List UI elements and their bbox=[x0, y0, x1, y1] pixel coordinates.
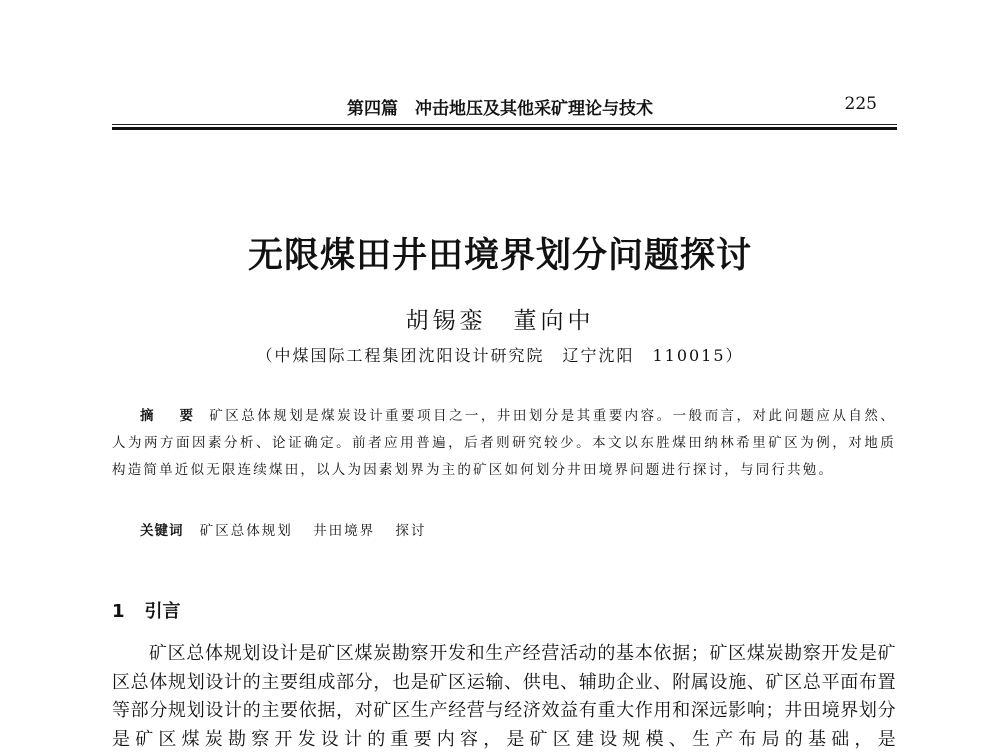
running-header-section: 第四篇 冲击地压及其他采矿理论与技术 bbox=[347, 99, 653, 119]
paper-authors: 胡锡銮 董向中 bbox=[405, 308, 595, 334]
section-number: 1 bbox=[112, 601, 125, 622]
keyword-item: 矿区总体规划 bbox=[199, 523, 293, 539]
abstract-text: 矿区总体规划是煤炭设计重要项目之一，井田划分是其重要内容。一般而言，对此问题应从自然、人为两方面因素分析、论证确定。前者应用普遍，后者则研究较少。本文以东胜煤田纳林希里矿区为例，对地质构造简单近似无限连续煤田，以人为因素划界为主的矿区如何划分井田境界问题进行探讨，与同行共勉。 bbox=[112, 408, 896, 478]
section-title: 引言 bbox=[144, 601, 181, 622]
running-header bbox=[112, 92, 897, 118]
keywords-label: 关键词 bbox=[140, 523, 184, 539]
keyword-item: 井田境界 bbox=[313, 523, 376, 539]
abstract bbox=[112, 403, 896, 484]
section-heading bbox=[112, 597, 181, 623]
header-rule-thin bbox=[112, 124, 897, 125]
header-rule-thick bbox=[112, 127, 897, 130]
keywords bbox=[140, 519, 440, 539]
abstract-label: 摘 要 bbox=[140, 408, 200, 424]
paper-title: 无限煤田井田境界划分问题探讨 bbox=[247, 236, 752, 276]
page-number: 225 bbox=[844, 94, 877, 114]
paper-affiliation: （中煤国际工程集团沈阳设计研究院 辽宁沈阳 110015） bbox=[256, 346, 744, 365]
keyword-item: 探讨 bbox=[395, 523, 427, 539]
body-text bbox=[112, 640, 896, 754]
body-paragraph: 矿区总体规划设计是矿区煤炭勘察开发和生产经营活动的基本依据；矿区煤炭勘察开发是矿区总体规划设计的主要组成部分，也是矿区运输、供电、辅助企业、附属设施、矿区总平面布置等部分规划设计的主要依据，对矿区生产经营与经济效益有重大作用和深远影响；井田境界划分是矿区煤炭勘察开发设计的重要内容，是矿区建设规模、生产布局的基础，是 bbox=[112, 643, 896, 750]
